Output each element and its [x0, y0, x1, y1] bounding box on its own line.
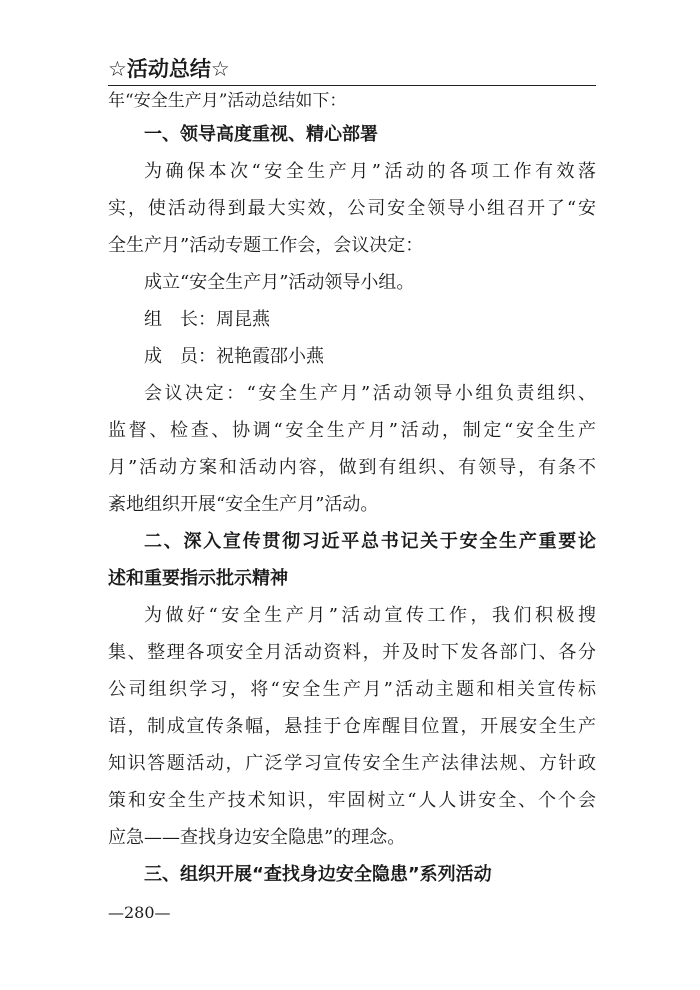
paragraph-line: 成立“安全生产月”活动领导小组。: [144, 272, 415, 293]
paragraph-line: 月”活动方案和活动内容，做到有组织、有领导，有条不: [108, 457, 596, 478]
paragraph-line: 集、整理各项安全月活动资料，并及时下发各部门、各分: [108, 642, 596, 663]
paragraph-line: 全生产月”活动专题工作会，会议决定：: [108, 235, 424, 256]
paragraph-line: 语，制成宣传条幅，悬挂于仓库醒目位置，开展安全生产: [108, 716, 596, 737]
section-heading-1: 一、领导高度重视、精心部署: [144, 124, 378, 145]
paragraph-line: 知识答题活动，广泛学习宣传安全生产法律法规、方针政: [108, 753, 596, 774]
paragraph-line: 策和安全生产技术知识，牢固树立“人人讲安全、个个会: [108, 790, 596, 811]
section-heading-2: 二、深入宣传贯彻习近平总书记关于安全生产重要论: [144, 531, 596, 552]
intro-line: 年“安全生产月”活动总结如下：: [108, 91, 347, 111]
paragraph-line: 实，使活动得到最大实效，公司安全领导小组召开了“安: [108, 198, 596, 219]
paragraph-line: 为做好“安全生产月”活动宣传工作，我们积极搜: [144, 605, 596, 626]
paragraph-line: 会议决定：“安全生产月”活动领导小组负责组织、: [144, 383, 596, 404]
paragraph-line: 公司组织学习，将“安全生产月”活动主题和相关宣传标: [108, 679, 596, 700]
paragraph-line: 监督、检查、协调“安全生产月”活动，制定“安全生产: [108, 420, 596, 441]
leader-line: 组 长：周昆燕: [144, 309, 270, 330]
paragraph-line: 应急——查找身边安全隐患”的理念。: [108, 827, 406, 848]
document-title: ☆活动总结☆: [108, 57, 230, 81]
page-number: —280—: [108, 903, 171, 922]
section-heading-2-cont: 述和重要指示批示精神: [108, 568, 288, 589]
paragraph-line: 为确保本次“安全生产月”活动的各项工作有效落: [144, 161, 596, 182]
members-line: 成 员：祝艳霞邵小燕: [144, 346, 324, 367]
section-heading-3: 三、组织开展“查找身边安全隐患”系列活动: [144, 864, 492, 885]
paragraph-line: 紊地组织开展“安全生产月”活动。: [108, 494, 379, 515]
document-body: [108, 86, 596, 893]
